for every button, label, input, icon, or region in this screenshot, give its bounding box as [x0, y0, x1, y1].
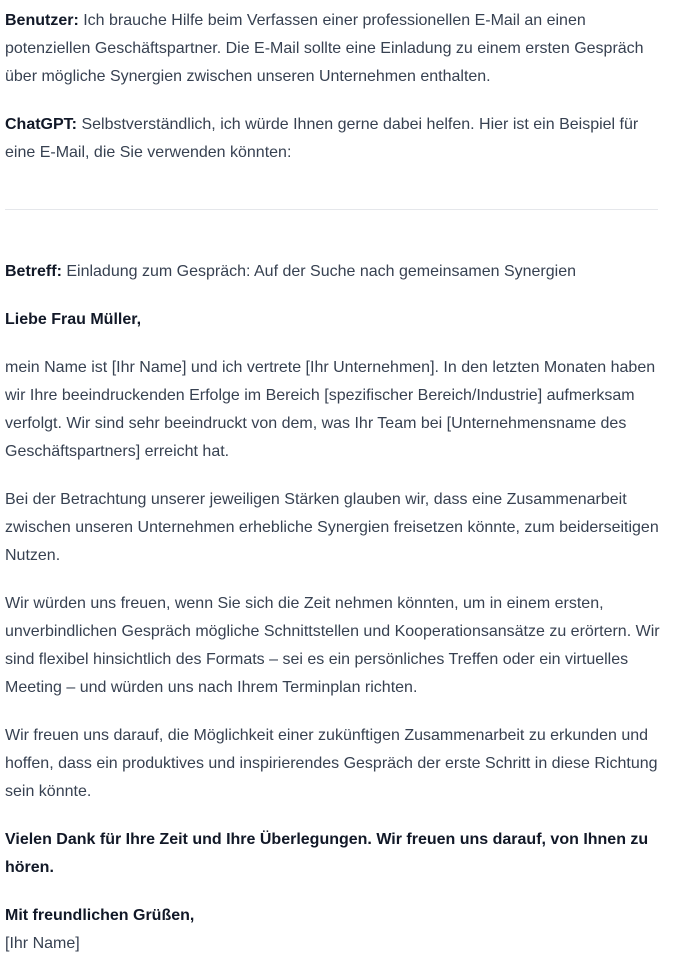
user-message-text: Ich brauche Hilfe beim Verfassen einer professionellen E-Mail an einen potenziellen Geschäftspartner. Die E-Mail sollte eine Einladung zu einem ersten Gespräch über mögliche Synergien zwischen unseren Unternehmen enthalten. [5, 12, 644, 85]
user-label: Benutzer: [5, 12, 79, 29]
assistant-label: ChatGPT: [5, 116, 77, 133]
user-message [5, 7, 672, 91]
email-paragraph-4: Wir freuen uns darauf, die Möglichkeit einer zukünftigen Zusammenarbeit zu erkunden und hoffen, dass ein produktives und inspirierendes Gespräch der erste Schritt in diese Richtung sein könnte. [5, 727, 658, 800]
email-thanks-text: Vielen Dank für Ihre Zeit und Ihre Überlegungen. Wir freuen uns darauf, von Ihnen zu hören. [5, 831, 649, 876]
assistant-message-text: Selbstverständlich, ich würde Ihnen gerne dabei helfen. Hier ist ein Beispiel für eine E-Mail, die Sie verwenden könnten: [5, 116, 639, 161]
assistant-message [5, 111, 672, 167]
divider [5, 209, 658, 210]
email-paragraph-3: Wir würden uns freuen, wenn Sie sich die Zeit nehmen könnten, um in einem ersten, unverbindlichen Gespräch mögliche Schnittstellen und Kooperationsansätze zu erörtern. Wir sind flexibel hinsichtlich des Formats – sei es ein persönliches Treffen oder ein virtuelles Meeting – und würden uns nach Ihrem Terminplan richten. [5, 595, 660, 696]
email-thanks [5, 826, 672, 882]
email-signoff [5, 902, 672, 958]
email-subject-label: Betreff: [5, 263, 62, 280]
email-paragraph-2: Bei der Betrachtung unserer jeweiligen Stärken glauben wir, dass eine Zusammenarbeit zwischen unseren Unternehmen erhebliche Synergien freisetzen könnte, zum beiderseitigen Nutzen. [5, 491, 659, 564]
email-signature: [Ihr Name] [5, 935, 80, 952]
email-greeting-text: Liebe Frau Müller, [5, 311, 142, 328]
email-draft [5, 258, 672, 958]
email-subject-text: Einladung zum Gespräch: Auf der Suche nach gemeinsamen Synergien [66, 263, 576, 280]
email-paragraph-1: mein Name ist [Ihr Name] und ich vertrete [Ihr Unternehmen]. In den letzten Monaten haben wir Ihre beeindruckenden Erfolge im Bereich [spezifischer Bereich/Industrie] aufmerksam verfolgt. Wir sind sehr beeindruckt von dem, was Ihr Team bei [Unternehmensname des Geschäftspartners] erreicht hat. [5, 359, 656, 460]
email-closing: Mit freundlichen Grüßen, [5, 907, 195, 924]
email-subject [5, 258, 672, 286]
email-greeting [5, 306, 672, 334]
